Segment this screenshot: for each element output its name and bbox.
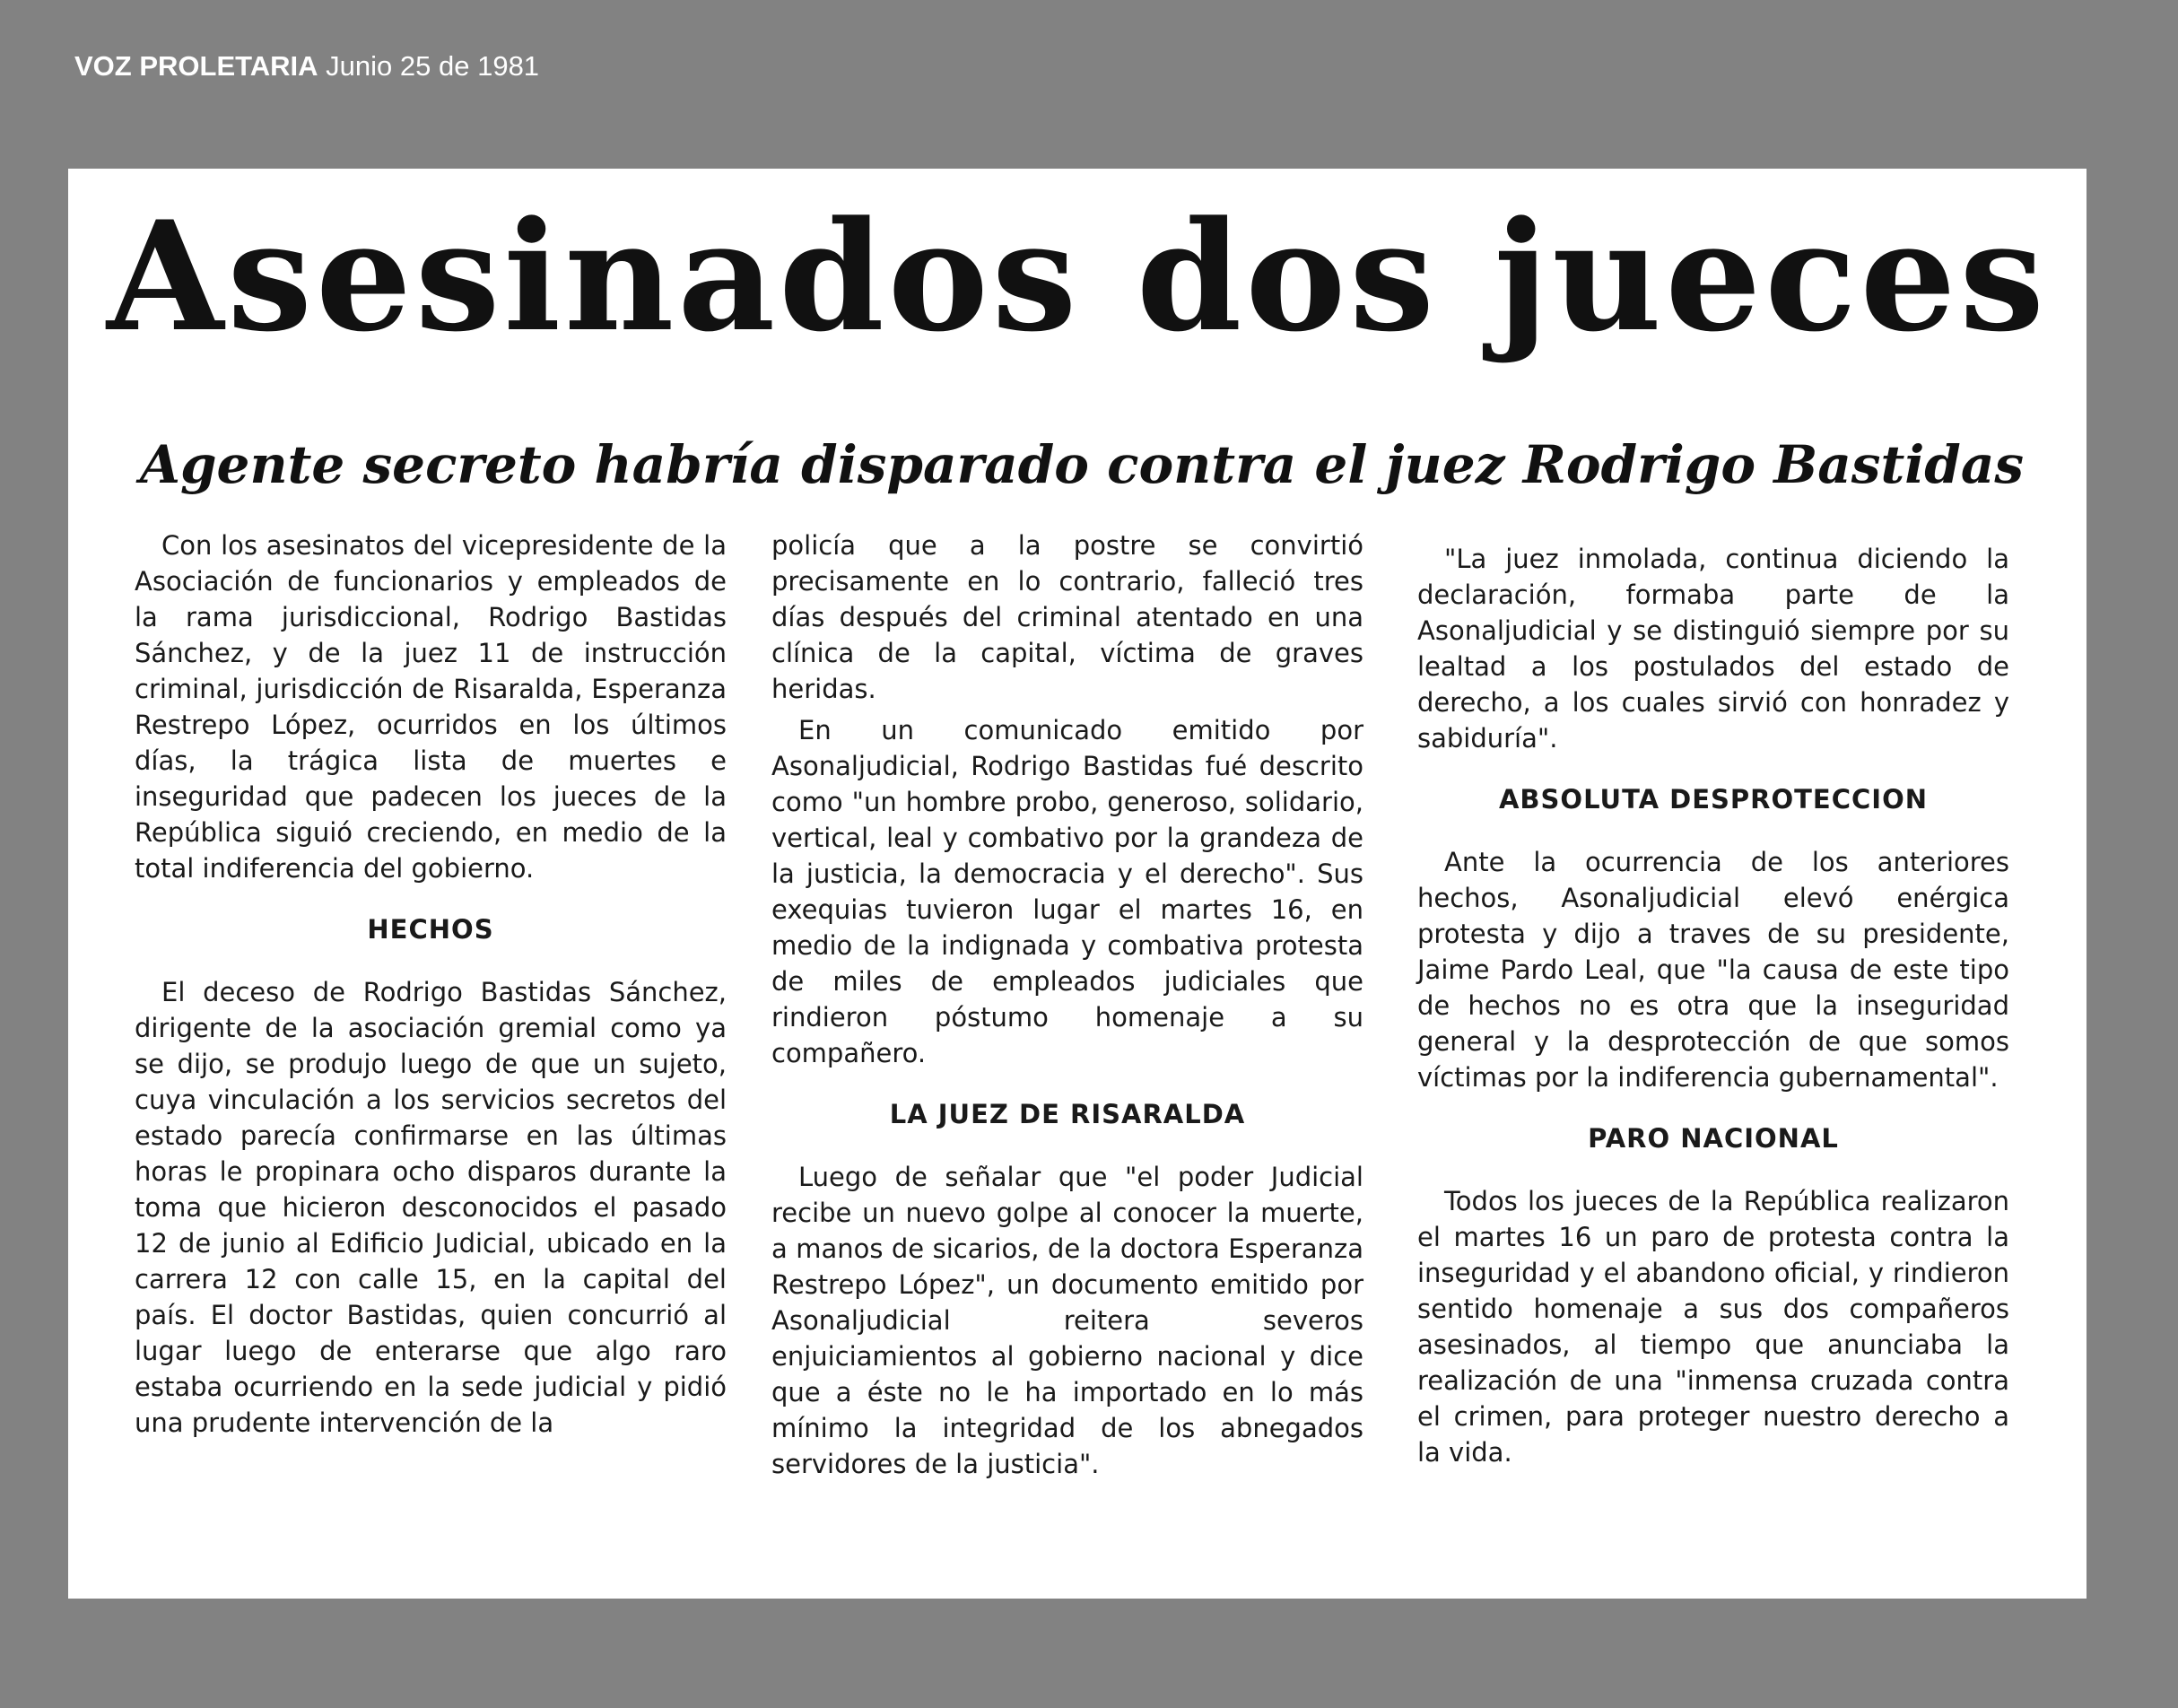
article-column-2 [771, 527, 1363, 1482]
section-heading-juez-risaralda: LA JUEZ DE RISARALDA [889, 1099, 1246, 1129]
paragraph: policía que a la postre se convirtió precisamente en lo contrario, falleció tres días después del criminal atentado en una clínica de la capital, víctima de graves heridas. [771, 530, 1363, 704]
paragraph: Luego de señalar que "el poder Judicial recibe un nuevo golpe al conocer la muerte, a manos de sicarios, de la doctora Esperanza Restrepo López", un documento emitido por Asonaljudicial reitera severos enjuiciamientos al gobierno nacional y dice que a éste no le ha importado en lo más mínimo la integridad de los abnegados servidores de la justicia". [771, 1162, 1363, 1479]
section-heading-paro-nacional: PARO NACIONAL [1588, 1123, 1839, 1154]
article-headline: Asesinados dos jueces [107, 187, 2048, 365]
paragraph: "La juez inmolada, continua diciendo la declaración, formaba parte de la Asonaljudicial y se distinguió siempre por su lealtad a los postulados del estado de derecho, a los cuales sirvió con honradez y sabiduría". [1417, 544, 2009, 754]
paragraph: Todos los jueces de la República realizaron el martes 16 un paro de protesta contra la inseguridad y el abandono oficial, y rindieron sentido homenaje a sus dos compañeros asesinados, al tiempo que anunciaba la realización de una "inmensa cruzada contra el crimen, para proteger nuestro derecho a la vida. [1417, 1186, 2009, 1468]
article-column-3 [1417, 541, 2009, 1470]
paragraph: En un comunicado emitido por Asonaljudicial, Rodrigo Bastidas fué descrito como "un hombre probo, generoso, solidario, vertical, leal y combativo por la grandeza de la justicia, la democracia y el derecho". Sus exequias tuvieron lugar el martes 16, en medio de la indignada y combativa protesta de miles de empleados judiciales que rindieron póstumo homenaje a su compañero. [771, 715, 1363, 1068]
paragraph: El deceso de Rodrigo Bastidas Sánchez, dirigente de la asociación gremial como ya se dijo, se produjo luego de que un sujeto, cuya vinculación a los servicios secretos del estado parecía confirmarse en las últimas horas le propinara ocho disparos durante la toma que hicieron desconocidos el pasado 12 de junio al Edificio Judicial, ubicado en la carrera 12 con calle 15, en la capital del país. El doctor Bastidas, quien concurrió al lugar luego de enterarse que algo raro estaba ocurriendo en la sede judicial y pidió una prudente intervención de la [135, 977, 727, 1438]
paragraph: Con los asesinatos del vicepresidente de la Asociación de funcionarios y empleados de la rama jurisdiccional, Rodrigo Bastidas Sánchez, y de la juez 11 de instrucción criminal, jurisdicción de Risaralda, Esperanza Restrepo López, ocurridos en los últimos días, la trágica lista de muertes e inseguridad que padecen los jueces de la República siguió creciendo, en medio de la total indiferencia del gobierno. [135, 530, 727, 884]
section-heading-hechos: HECHOS [367, 914, 494, 945]
paragraph: Ante la ocurrencia de los anteriores hechos, Asonaljudicial elevó enérgica protesta y dijo a traves de su presidente, Jaime Pardo Leal, que "la causa de este tipo de hechos no es otra que la inseguridad general y la desprotección de que somos víctimas por la indiferencia gubernamental". [1417, 847, 2009, 1093]
newspaper-clipping [68, 169, 2087, 1599]
section-heading-absoluta-desproteccion: ABSOLUTA DESPROTECCION [1498, 784, 1929, 815]
source-caption [74, 48, 539, 84]
publication-date: Junio 25 de 1981 [326, 50, 540, 82]
publication-name: VOZ PROLETARIA [74, 50, 318, 82]
article-subheadline: Agente secreto habría disparado contra el juez Rodrigo Bastidas [140, 434, 2025, 495]
article-column-1 [135, 527, 727, 1441]
